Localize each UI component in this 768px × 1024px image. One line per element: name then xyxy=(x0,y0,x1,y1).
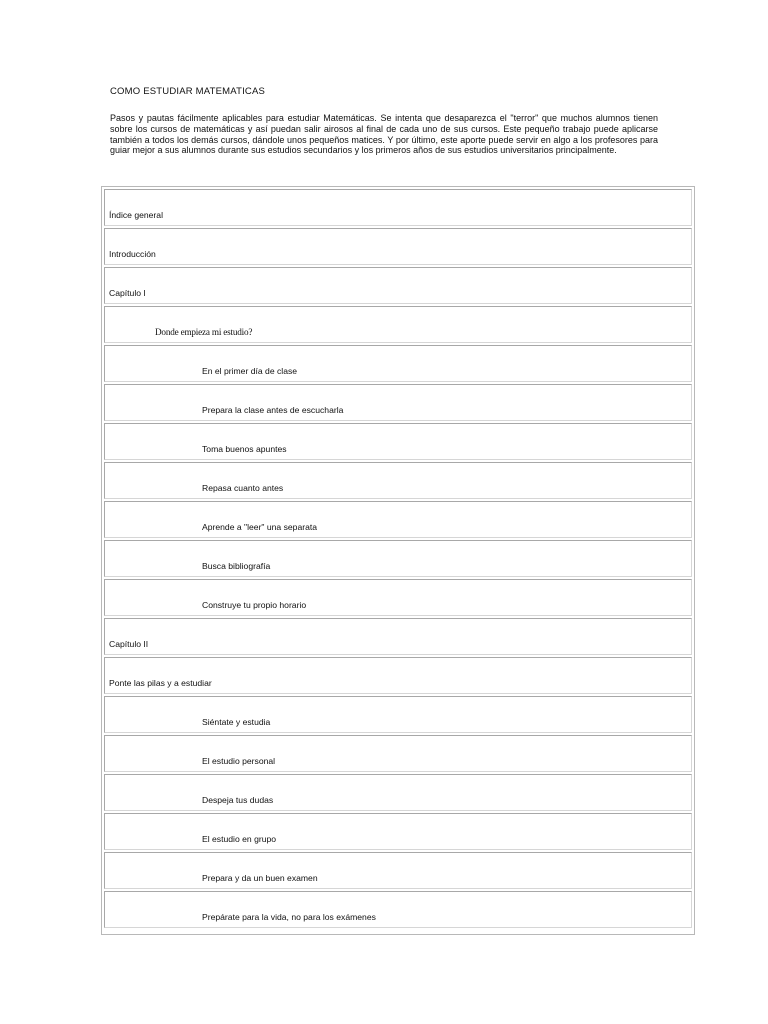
toc-entry-label[interactable]: Aprende a "leer" una separata xyxy=(202,522,318,532)
toc-row[interactable] xyxy=(104,852,692,889)
toc-entry-label[interactable]: Toma buenos apuntes xyxy=(202,444,287,454)
toc-row[interactable] xyxy=(104,267,692,304)
toc-entry-label[interactable]: Busca bibliografía xyxy=(202,561,271,571)
toc-row[interactable] xyxy=(104,306,692,343)
toc-entry-label[interactable]: Capítulo II xyxy=(109,639,149,649)
toc-row[interactable] xyxy=(104,735,692,772)
toc-row[interactable] xyxy=(104,696,692,733)
table-of-contents xyxy=(101,186,695,935)
toc-entry-label[interactable]: Despeja tus dudas xyxy=(202,795,274,805)
intro-paragraph: Pasos y pautas fácilmente aplicables para estudiar Matemáticas. Se intenta que desaparezca el "terror" que muchos alumnos tienen sobre los cursos de matemáticas y así puedan salir airosos al final de cada uno de sus cursos. Este pequeño trabajo puede aplicarse también a todos los demás cursos, dándole unos pequeños matices. Y por último, este aporte puede servir en algo a los profesores para guiar mejor a sus alumnos durante sus estudios secundarios y los primeros años de sus estudios universitarios principalmente. xyxy=(110,113,658,156)
toc-row[interactable] xyxy=(104,423,692,460)
toc-entry-label[interactable]: Construye tu propio horario xyxy=(202,600,307,610)
toc-entry-label[interactable]: Capítulo I xyxy=(109,288,146,298)
toc-row[interactable] xyxy=(104,618,692,655)
toc-row[interactable] xyxy=(104,501,692,538)
toc-entry-label[interactable]: Índice general xyxy=(109,210,163,220)
toc-entry-label[interactable]: Siéntate y estudia xyxy=(202,717,271,727)
document-title: COMO ESTUDIAR MATEMATICAS xyxy=(110,86,266,97)
toc-entry-label[interactable]: Prepárate para la vida, no para los exámenes xyxy=(202,912,376,922)
toc-row[interactable] xyxy=(104,345,692,382)
toc-entry-label[interactable]: Repasa cuanto antes xyxy=(202,483,284,493)
toc-row[interactable] xyxy=(104,657,692,694)
toc-row[interactable] xyxy=(104,891,692,928)
toc-entry-label[interactable]: El estudio en grupo xyxy=(202,834,277,844)
toc-row[interactable] xyxy=(104,579,692,616)
toc-row[interactable] xyxy=(104,462,692,499)
toc-entry-label[interactable]: Ponte las pilas y a estudiar xyxy=(109,678,212,688)
toc-entry-label[interactable]: El estudio personal xyxy=(202,756,276,766)
toc-entry-label[interactable]: Introducción xyxy=(109,249,156,259)
toc-row[interactable] xyxy=(104,813,692,850)
toc-row[interactable] xyxy=(104,540,692,577)
toc-entry-label[interactable]: En el primer día de clase xyxy=(202,366,298,376)
toc-entry-label[interactable]: Donde empieza mi estudio? xyxy=(155,327,253,337)
toc-row[interactable] xyxy=(104,384,692,421)
toc-entry-label[interactable]: Prepara la clase antes de escucharla xyxy=(202,405,344,415)
toc-row[interactable] xyxy=(104,189,692,226)
toc-row[interactable] xyxy=(104,228,692,265)
toc-entry-label[interactable]: Prepara y da un buen examen xyxy=(202,873,318,883)
toc-row[interactable] xyxy=(104,774,692,811)
